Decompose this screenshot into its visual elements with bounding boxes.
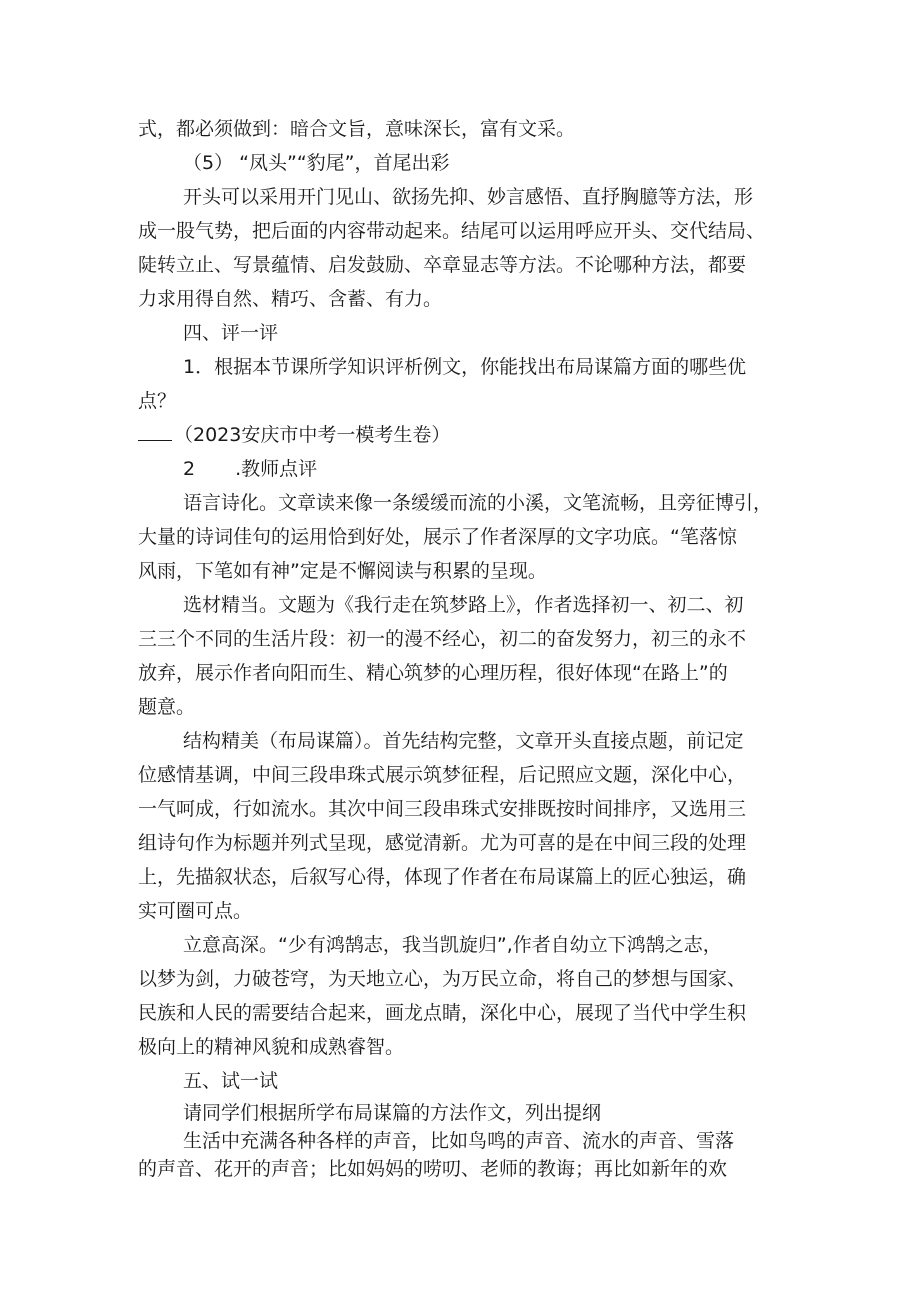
paragraph-line: 上，先描叙状态，后叙写心得，体现了作者在布局谋篇上的匠心独运，确 bbox=[138, 866, 747, 888]
paragraph-line: 陡转立止、写景蕴情、启发鼓励、卒章显志等方法。不论哪种方法，都要 bbox=[138, 254, 747, 276]
paragraph-line: 题意。 bbox=[138, 696, 196, 718]
paragraph-line: 成一股气势，把后面的内容带动起来。结尾可以运用呼应开头、交代结局、 bbox=[138, 220, 766, 242]
blank-underline bbox=[138, 422, 172, 441]
paragraph-line: 放弃，展示作者向阳而生、精心筑梦的心理历程，很好体现“在路上”的 bbox=[138, 662, 728, 684]
paragraph-line: 实可圈可点。 bbox=[138, 900, 253, 922]
section-heading: 四、评一评 bbox=[183, 322, 279, 344]
paragraph-line: 位感情基调，中间三段串珠式展示筑梦征程，后记照应文题，深化中心， bbox=[138, 764, 747, 786]
paragraph-line: 的声音、花开的声音；比如妈妈的唠叨、老师的教诲；再比如新年的欢 bbox=[138, 1158, 728, 1180]
paragraph-line: 组诗句作为标题并列式呈现，感觉清新。尤为可喜的是在中间三段的处理 bbox=[138, 832, 747, 854]
paragraph-line: 一气呵成，行如流水。其次中间三段串珠式安排既按时间排序，又选用三 bbox=[138, 798, 747, 820]
paragraph-line: 以梦为剑，力破苍穹，为天地立心，为万民立命，将自己的梦想与国家、 bbox=[138, 968, 747, 990]
source-text: （2023安庆市中考一模考生卷） bbox=[174, 424, 451, 446]
source-line bbox=[138, 422, 450, 448]
section-heading: 五、试一试 bbox=[183, 1070, 279, 1092]
item-title: .教师点评 bbox=[235, 458, 318, 480]
paragraph-line: 立意高深。“少有鸿鹄志，我当凯旋归”,作者自幼立下鸿鹄之志， bbox=[183, 934, 722, 956]
paragraph-line: 选材精当。文题为《我行走在筑梦路上》，作者选择初一、初二、初 bbox=[183, 594, 744, 616]
paragraph-line: 生活中充满各种各样的声音，比如鸟鸣的声音、流水的声音、雪落 bbox=[183, 1130, 735, 1152]
paragraph-line: 极向上的精神风貌和成熟睿智。 bbox=[138, 1036, 405, 1058]
question-line: 点？ bbox=[138, 390, 177, 412]
paragraph-line: 请同学们根据所学布局谋篇的方法作文，列出提纲 bbox=[183, 1102, 602, 1124]
item-number: 2 bbox=[183, 458, 196, 480]
paragraph-line: 力求用得自然、精巧、含蓄、有力。 bbox=[138, 288, 443, 310]
paragraph-line: 开头可以采用开门见山、欲扬先抑、妙言感悟、直抒胸臆等方法，形 bbox=[183, 186, 754, 208]
section-heading: （5） “凤头”“豹尾”，首尾出彩 bbox=[183, 152, 450, 174]
paragraph-line: 结构精美（布局谋篇）。首先结构完整，文章开头直接点题，前记定 bbox=[183, 730, 744, 752]
item-heading bbox=[183, 456, 317, 482]
paragraph-line: 三三个不同的生活片段：初一的漫不经心，初二的奋发努力，初三的永不 bbox=[138, 628, 747, 650]
paragraph-line: 民族和人民的需要结合起来，画龙点睛，深化中心，展现了当代中学生积 bbox=[138, 1002, 747, 1024]
paragraph-line: 风雨，下笔如有神”定是不懈阅读与积累的呈现。 bbox=[138, 560, 547, 582]
paragraph-line: 大量的诗词佳句的运用恰到好处，展示了作者深厚的文字功底。“笔落惊 bbox=[138, 526, 737, 548]
question-line: 1．根据本节课所学知识评析例文，你能找出布局谋篇方面的哪些优 bbox=[183, 356, 747, 378]
paragraph-line: 式，都必须做到：暗合文旨，意味深长，富有文采。 bbox=[138, 118, 576, 140]
paragraph-line: 语言诗化。文章读来像一条缓缓而流的小溪，文笔流畅，且旁征博引， bbox=[183, 492, 773, 514]
